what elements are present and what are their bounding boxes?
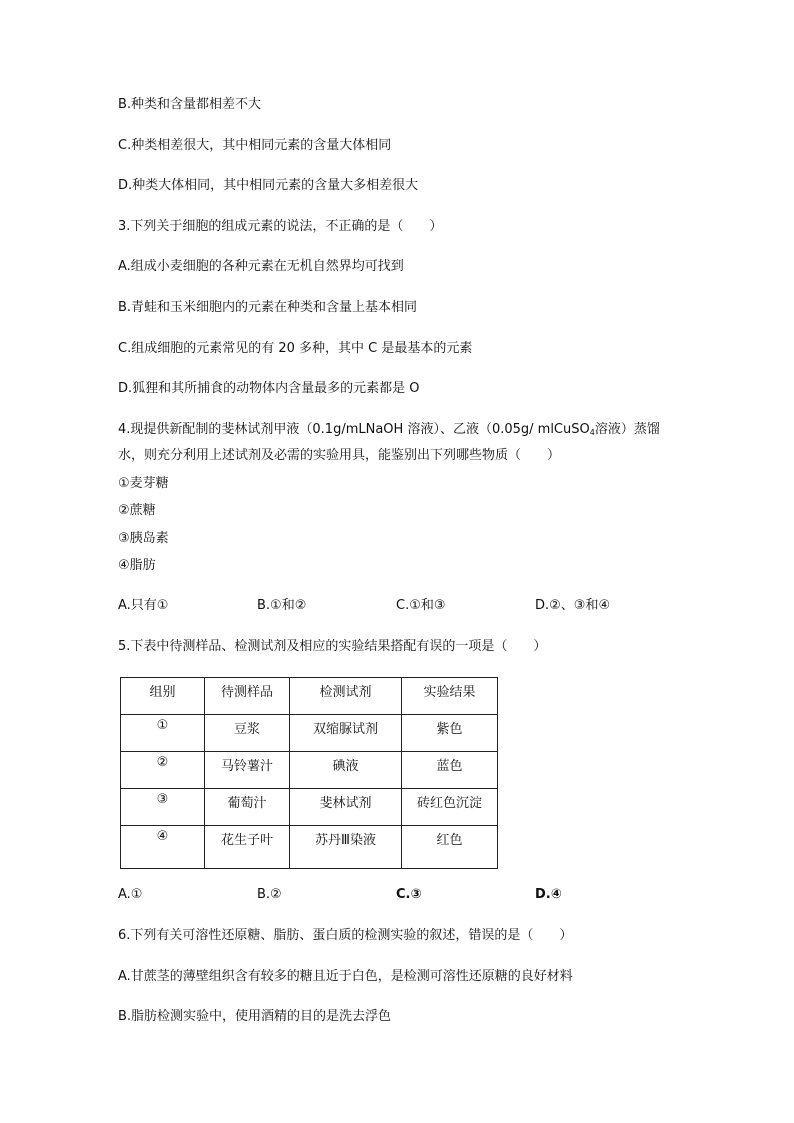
table-row	[121, 826, 498, 869]
option-line-d-previous: D.种类大体相同，其中相同元素的含量大多相差很大	[118, 178, 419, 193]
table-cell: 紫色	[402, 715, 498, 752]
question-4-item-3: ③胰岛素	[118, 531, 169, 546]
table-cell: 碘液	[290, 752, 402, 789]
question-3-option-c: C.组成细胞的元素常见的有 20 多种，其中 C 是最基本的元素	[118, 341, 473, 356]
table-cell: 马铃薯汁	[205, 752, 290, 789]
question-3-option-b: B.青蛙和玉米细胞内的元素在种类和含量上基本相同	[118, 300, 418, 315]
table-header-row	[121, 678, 498, 715]
question-3-option-d: D.狐狸和其所捕食的动物体内含量最多的元素都是 O	[118, 381, 420, 396]
question-6-option-b: B.脂肪检测实验中，使用酒精的目的是洗去浮色	[118, 1009, 392, 1024]
table-cell: ①	[121, 715, 205, 752]
table-cell: 砖红色沉淀	[402, 789, 498, 826]
table-header-cell: 实验结果	[402, 678, 498, 715]
table-cell: 双缩脲试剂	[290, 715, 402, 752]
question-4-stem-line-1	[118, 421, 660, 439]
question-5-option-c: C.③	[396, 887, 422, 902]
question-4-option-c: C.①和③	[396, 598, 446, 613]
question-4-stem-line-2: 水，则充分利用上述试剂及必需的实验用具，能鉴别出下列哪些物质（ ）	[118, 448, 561, 463]
table-header-cell: 待测样品	[205, 678, 290, 715]
option-line-c-previous: C.种类相差很大，其中相同元素的含量大体相同	[118, 138, 392, 153]
question-4-item-1: ①麦芽糖	[118, 476, 169, 491]
question-3-option-a: A.组成小麦细胞的各种元素在无机自然界均可找到	[118, 259, 404, 274]
question-5-option-d: D.④	[535, 887, 562, 902]
question-3-stem: 3.下列关于细胞的组成元素的说法，不正确的是（ ）	[118, 219, 443, 234]
question-6-stem: 6.下列有关可溶性还原糖、脂肪、蛋白质的检测实验的叙述，错误的是（ ）	[118, 928, 573, 943]
subscript-4: 4	[589, 428, 595, 437]
question-5-option-a: A.①	[118, 887, 143, 902]
option-line-b-previous: B.种类和含量都相差不大	[118, 97, 262, 112]
question-5-option-b: B.②	[257, 887, 282, 902]
question-6-option-a: A.甘蔗茎的薄壁组织含有较多的糖且近于白色，是检测可溶性还原糖的良好材料	[118, 969, 573, 984]
table-cell: 葡萄汁	[205, 789, 290, 826]
table-cell: 花生子叶	[205, 826, 290, 869]
table-cell: 苏丹Ⅲ染液	[290, 826, 402, 869]
question-4-option-a: A.只有①	[118, 598, 169, 613]
table-cell: ②	[121, 752, 205, 789]
question-4-stem-part-2: 溶液）蒸馏	[594, 422, 660, 437]
table-header-cell: 组别	[121, 678, 205, 715]
question-4-option-b: B.①和②	[257, 598, 307, 613]
table-cell: 豆浆	[205, 715, 290, 752]
question-4-item-2: ②蔗糖	[118, 503, 156, 518]
table-row	[121, 789, 498, 826]
question-4-option-d: D.②、③和④	[535, 598, 611, 613]
table-cell: 蓝色	[402, 752, 498, 789]
table-cell: 斐林试剂	[290, 789, 402, 826]
table-row	[121, 715, 498, 752]
question-4-stem-part-1: 4.现提供新配制的斐林试剂甲液（0.1g/mLNaOH 溶液）、乙液（0.05g/ mlCuSO	[118, 422, 590, 437]
table-header-cell: 检测试剂	[290, 678, 402, 715]
table-cell: ④	[121, 826, 205, 869]
question-5-stem: 5.下表中待测样品、检测试剂及相应的实验结果搭配有误的一项是（ ）	[118, 639, 547, 654]
table-row	[121, 752, 498, 789]
table-cell: 红色	[402, 826, 498, 869]
table-cell: ③	[121, 789, 205, 826]
question-4-item-4: ④脂肪	[118, 558, 156, 573]
experiment-table	[120, 677, 498, 869]
